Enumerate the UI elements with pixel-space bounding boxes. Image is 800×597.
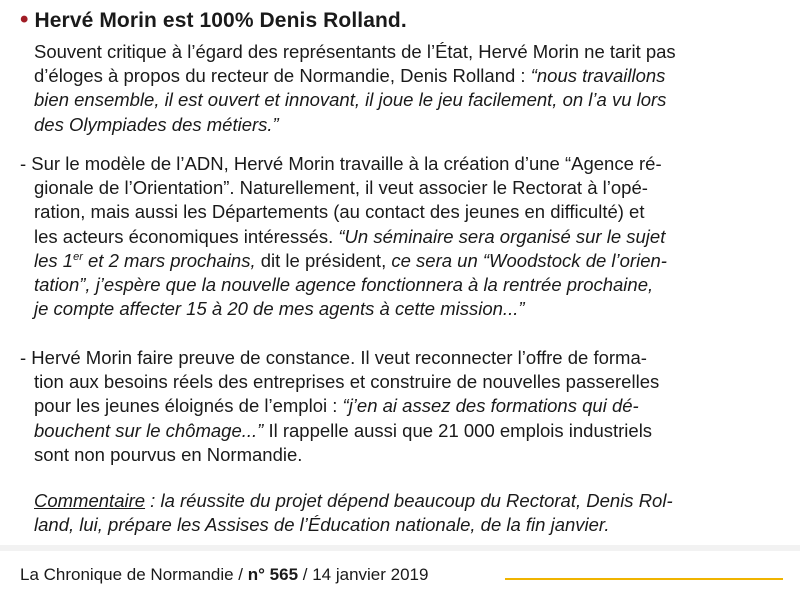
issue-date: / 14 janvier 2019 (298, 565, 429, 584)
quote-span: je compte affecter 15 à 20 de mes agents à cette mission...” (34, 298, 525, 320)
footer-rule (505, 578, 783, 580)
text-span: land, lui, prépare les Assises de l’Éducation nationale, de la fin janvier. (34, 514, 610, 536)
paragraph-intro (34, 40, 774, 137)
text-line: tion aux besoins réels des entreprises et construire de nouvelles passerelles (34, 371, 660, 393)
text-line: Souvent critique à l’égard des représentants de l’État, Hervé Morin ne tarit pas (34, 41, 676, 62)
issue-number: n° 565 (247, 565, 299, 584)
text-span: les 1 (34, 249, 74, 271)
text-line (34, 88, 774, 112)
text-span: les acteurs économiques intéressés. (34, 225, 339, 247)
text-line: sont non pourvus en Normandie. (34, 443, 303, 465)
paragraph-orientation-agency (20, 152, 780, 321)
quote-span: “Un séminaire sera organisé sur le sujet (338, 225, 666, 247)
text-span: dit le président, (255, 249, 392, 271)
quote-span: des Olympiades des métiers.” (34, 113, 279, 135)
text-line: gionale de l’Orientation”. Naturellement, il veut associer le Rectorat à l’opé- (34, 177, 648, 199)
footer-divider (0, 545, 800, 551)
text-span: : la réussite du projet dépend beaucoup du Rectorat, Denis Rol- (145, 490, 673, 511)
text-line: - Hervé Morin faire preuve de constance. Il veut reconnecter l’offre de forma- (20, 347, 647, 368)
footer-citation (20, 565, 428, 585)
text-line (20, 419, 780, 443)
quote-span: ce sera un “Woodstock de l’orien- (391, 249, 667, 271)
text-line: - Sur le modèle de l’ADN, Hervé Morin travaille à la création d’une “Agence ré- (20, 153, 662, 174)
text-line (20, 225, 780, 249)
text-span: et 2 mars prochains, (82, 249, 256, 271)
quote-span: “nous travaillons (530, 65, 666, 87)
publication-name: La Chronique de Normandie / (20, 565, 248, 584)
paragraph-commentary (34, 489, 774, 537)
text-line (20, 394, 780, 418)
text-span: d’éloges à propos du recteur de Normandie, Denis Rolland : (34, 65, 531, 87)
quote-span (34, 250, 256, 271)
bullet-icon: • (20, 6, 29, 33)
heading-text: Hervé Morin est 100% Denis Rolland. (34, 9, 407, 32)
quote-span: “j’en ai assez des formations qui dé- (342, 395, 639, 417)
article-heading (20, 6, 407, 34)
quote-span: bien ensemble, il est ouvert et innovant, il joue le jeu facilement, on l’a vu lors (34, 89, 667, 111)
text-line (20, 273, 780, 297)
text-line (34, 64, 774, 88)
paragraph-training (20, 346, 780, 467)
commentary-label: Commentaire (34, 490, 146, 511)
text-line (20, 297, 780, 321)
text-span: Il rappelle aussi que 21 000 emplois industriels (263, 419, 653, 441)
text-line (34, 113, 774, 137)
text-line: ration, mais aussi les Départements (au contact des jeunes en difficulté) et (34, 201, 645, 223)
text-line (20, 249, 780, 273)
quote-span: bouchent sur le chômage...” (34, 419, 264, 441)
text-line (34, 513, 774, 537)
text-span: pour les jeunes éloignés de l’emploi : (34, 395, 343, 417)
superscript: er (73, 250, 83, 263)
text-line (34, 489, 774, 513)
quote-span: tation”, j’espère que la nouvelle agence fonctionnera à la rentrée prochaine, (34, 274, 654, 296)
